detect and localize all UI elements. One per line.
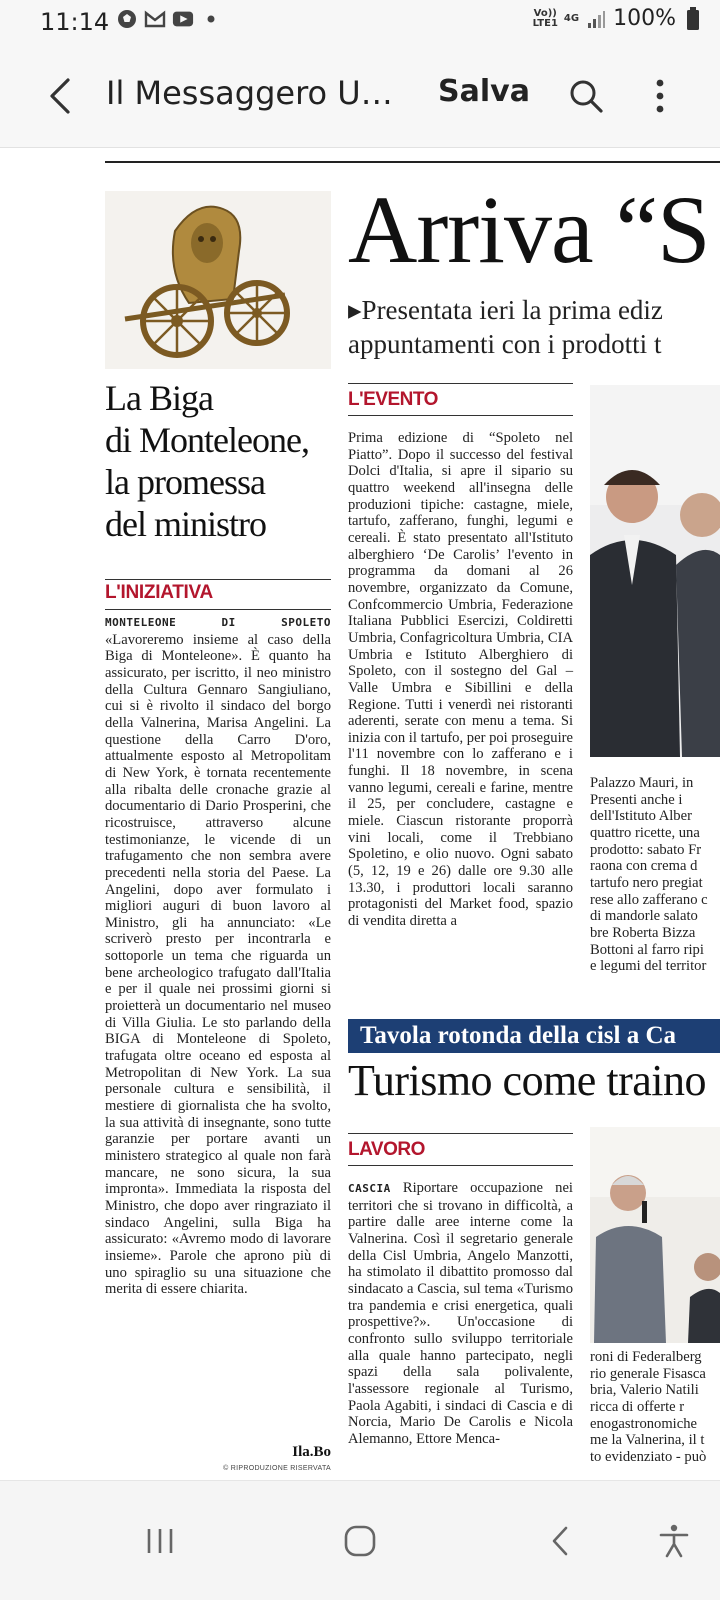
text-line: prodotto: sabato Fr <box>590 841 702 858</box>
battery-icon <box>682 8 704 30</box>
home-icon <box>344 1525 376 1557</box>
status-right <box>533 6 704 31</box>
back-button[interactable] <box>40 74 80 118</box>
main-subheadline <box>348 293 720 361</box>
event-photo <box>590 385 720 757</box>
left-dateline: MONTELEONE DI SPOLETO <box>105 616 331 629</box>
text-line: rese allo zafferano c <box>590 891 708 908</box>
text-line: to evidenziato - può <box>590 1448 707 1465</box>
text-line: rio generale Fisasca <box>590 1365 706 1382</box>
byline: Ila.Bo <box>292 1444 331 1460</box>
divider <box>348 415 573 416</box>
more-vertical-icon <box>655 79 665 113</box>
app-bar <box>0 44 720 148</box>
back-arrow-icon <box>48 76 72 116</box>
cascia-dateline: CASCIA <box>348 1182 391 1195</box>
event-article-continued <box>590 775 720 975</box>
back-icon <box>550 1525 570 1557</box>
nav-back-button[interactable] <box>530 1511 590 1571</box>
subheadline-line: ▸Presentata ieri la prima ediz <box>348 295 663 325</box>
text-line: Palazzo Mauri, in <box>590 775 694 791</box>
youtube-icon <box>172 8 194 30</box>
navigation-bar <box>0 1480 720 1600</box>
dot-icon <box>200 8 222 30</box>
divider <box>105 579 331 580</box>
recent-apps-icon <box>145 1527 175 1555</box>
event-kicker: L'EVENTO <box>348 389 438 410</box>
accessibility-icon <box>659 1524 689 1558</box>
text-line: me la Valnerina, il t <box>590 1432 705 1449</box>
text-line: ricca di offerte r <box>590 1398 685 1415</box>
text-line: enogastronomiche <box>590 1415 697 1432</box>
home-button[interactable] <box>330 1511 390 1571</box>
status-bar <box>0 0 720 44</box>
work-body-text: Riportare occupazione nei territori che si trovano in difficoltà, a partire dalle aree interne come la Valnerina. Così il segretario generale della Cisl Umbria, Angelo Manzotti, ha stimolato il dibattito promosso dal sindacato a Cascia, sul tema «Turismo tra pandemia e crisi energetica, quali prospettive?». Un'occasione di confronto sullo sviluppo territoriale alla quale hanno partecipato, negli spazi della sala polivalente, l'assessore regionale al Turismo, Paola Agabiti, i sindaci di Cascia e di Norcia, Mario De Carolis e Nicola Alemanno, Ettore Menca- <box>348 1180 573 1447</box>
text-line: roni di Federalberg <box>590 1349 702 1365</box>
text-line: tartufo nero pregiat <box>590 874 703 891</box>
gmail-icon <box>144 8 166 30</box>
network-top: Vo)) <box>533 7 557 19</box>
text-line: Presenti anche i <box>590 791 683 808</box>
second-headline: Turismo come traino <box>348 1056 706 1105</box>
more-options-button[interactable] <box>640 74 680 118</box>
text-line: di mandorle salato <box>590 908 698 925</box>
copyright-note: © RIPRODUZIONE RISERVATA <box>223 1465 331 1472</box>
network-label <box>533 9 558 29</box>
recent-apps-button[interactable] <box>130 1511 190 1571</box>
divider <box>348 1133 573 1134</box>
text-line: quattro ricette, una <box>590 824 700 841</box>
left-headline <box>105 377 335 545</box>
text-line: Bottoni al farro ripi <box>590 941 704 958</box>
section-banner: Tavola rotonda della cisl a Ca <box>348 1019 720 1053</box>
work-kicker: LAVORO <box>348 1139 425 1160</box>
conference-photo <box>590 1127 720 1343</box>
notification-icons <box>116 8 222 30</box>
main-headline: Arriva “S <box>348 176 710 283</box>
network-bottom: LTE1 <box>532 17 558 29</box>
work-article-continued <box>590 1349 720 1466</box>
left-headline-line: la promessa <box>105 462 265 502</box>
left-kicker: L'INIZIATIVA <box>105 582 213 603</box>
biga-photo <box>105 191 331 369</box>
battery-level: 100% <box>613 6 676 31</box>
search-button[interactable] <box>564 74 608 118</box>
network-type: 4G <box>563 12 580 24</box>
text-line: dell'Istituto Alber <box>590 808 692 825</box>
left-body-text: «Lavoreremo insieme al caso della Biga di Monteleone». È quanto ha assicurato, per iscritto, il neo ministro della Cultura Gennaro Sangiuliano, cui si è rivolto il sindaco del borgo della Valnerina, Marisa Angelini. La questione della Carro D'oro, attualmente esposto al Metropolitam di New York, è tornata recentemente alla ribalta delle cronache grazie al documentario di Dario Prosperini, che ricostruisce, attraverso alcune testimonianze, le vicende di un trafugamento che non sembra avere precedenti nella storia del Paese. La Angelini, dopo aver formulato i migliori auguri di buon lavoro al Ministro, gli ha annunciato: «Le scriverò presto per incontrarla e sottoporle un tema che riguarda un bene archeologico trafugato dall'Italia e per il quale nei prossimi giorni si proietterà un documentario nel museo di Villa Giulia. Le sto parlando della BIGA di Monteleone di Spoleto, trafugata oltre oceano ed esposta al Metropolitan di New York. La sua personale cultura e sensibilità, il mestiere di giornalista che ha svolto, la sua attività di insegnante, sono tutte garanzie per portare avanti un ministero strategico al quale non farà mancare, ne sono sicura, la sua impronta». Immediata la risposta del Ministro, che dopo aver ringraziato il sindaco Angelini, sulla Biga ha assicurato: «Avremo modo di lavorare insieme». Parole che aprono più di uno spiraglio su una situazione che merita di essere chiarita. <box>105 631 331 1298</box>
text-line: e legumi del territor <box>590 958 707 975</box>
accessibility-button[interactable] <box>644 1511 704 1571</box>
save-button[interactable]: Salva <box>438 74 530 109</box>
left-article-body <box>105 614 331 1298</box>
left-headline-line: del ministro <box>105 504 266 544</box>
work-article-body <box>348 1180 573 1448</box>
text-line: bre Roberta Bizza <box>590 924 696 941</box>
divider <box>105 609 331 610</box>
newspaper-page[interactable] <box>0 149 720 1480</box>
text-line: bria, Valerio Natili <box>590 1382 699 1399</box>
left-headline-line: La Biga <box>105 378 213 418</box>
soccer-ball-icon <box>116 8 138 30</box>
signal-icon <box>585 8 607 30</box>
event-article-body: Prima edizione di “Spoleto nel Piatto”. Dopo il successo del festival Dolci d'Italia, si apre il sipario su quattro weekend all'insegna delle produzioni tipiche: castagne, miele, tartufo, zafferano, funghi, legumi e cereali. È stato presentato all'Istituto alberghiero ‘De Carolis’ l'evento in programma da domani al 26 novembre, organizzato da Comune, Confcommercio Umbria, Federazione Italiana Pubblici Esercizi, Coldiretti Umbria, Confagricoltura Umbria, CIA Umbria e Istituto Alberghiero di Spoleto, con il sostegno del Gal – Valle Umbra e Sibillini e della Regione. Tutti i venerdì nei ristoranti aderenti, serate con menu a tema. Si inizia con il tartufo, per poi proseguire l'11 novembre con lo zafferano e i funghi. Il 18 novembre, in scena vanno legumi, cereali e farine, mentre il 25, per concludere, castagne e miele. Ciascun ristorante proporrà vini locali, come il Trebbiano Spoletino, e olio nuovo. Ogni sabato (5, 12, 19 e 26) dalle ore 9.30 alle 13.30, i produttori locali saranno protagonisti del Market food, spazio di vendita diretta a <box>348 430 573 930</box>
text-line: raona con crema d <box>590 858 698 875</box>
search-icon <box>568 78 604 114</box>
app-title: Il Messaggero U… <box>106 74 393 112</box>
divider <box>348 1165 573 1166</box>
divider <box>348 383 573 384</box>
subheadline-line: appuntamenti con i prodotti t <box>348 329 662 359</box>
top-rule <box>105 161 720 163</box>
status-time: 11:14 <box>40 8 110 36</box>
left-headline-line: di Monteleone, <box>105 420 309 460</box>
